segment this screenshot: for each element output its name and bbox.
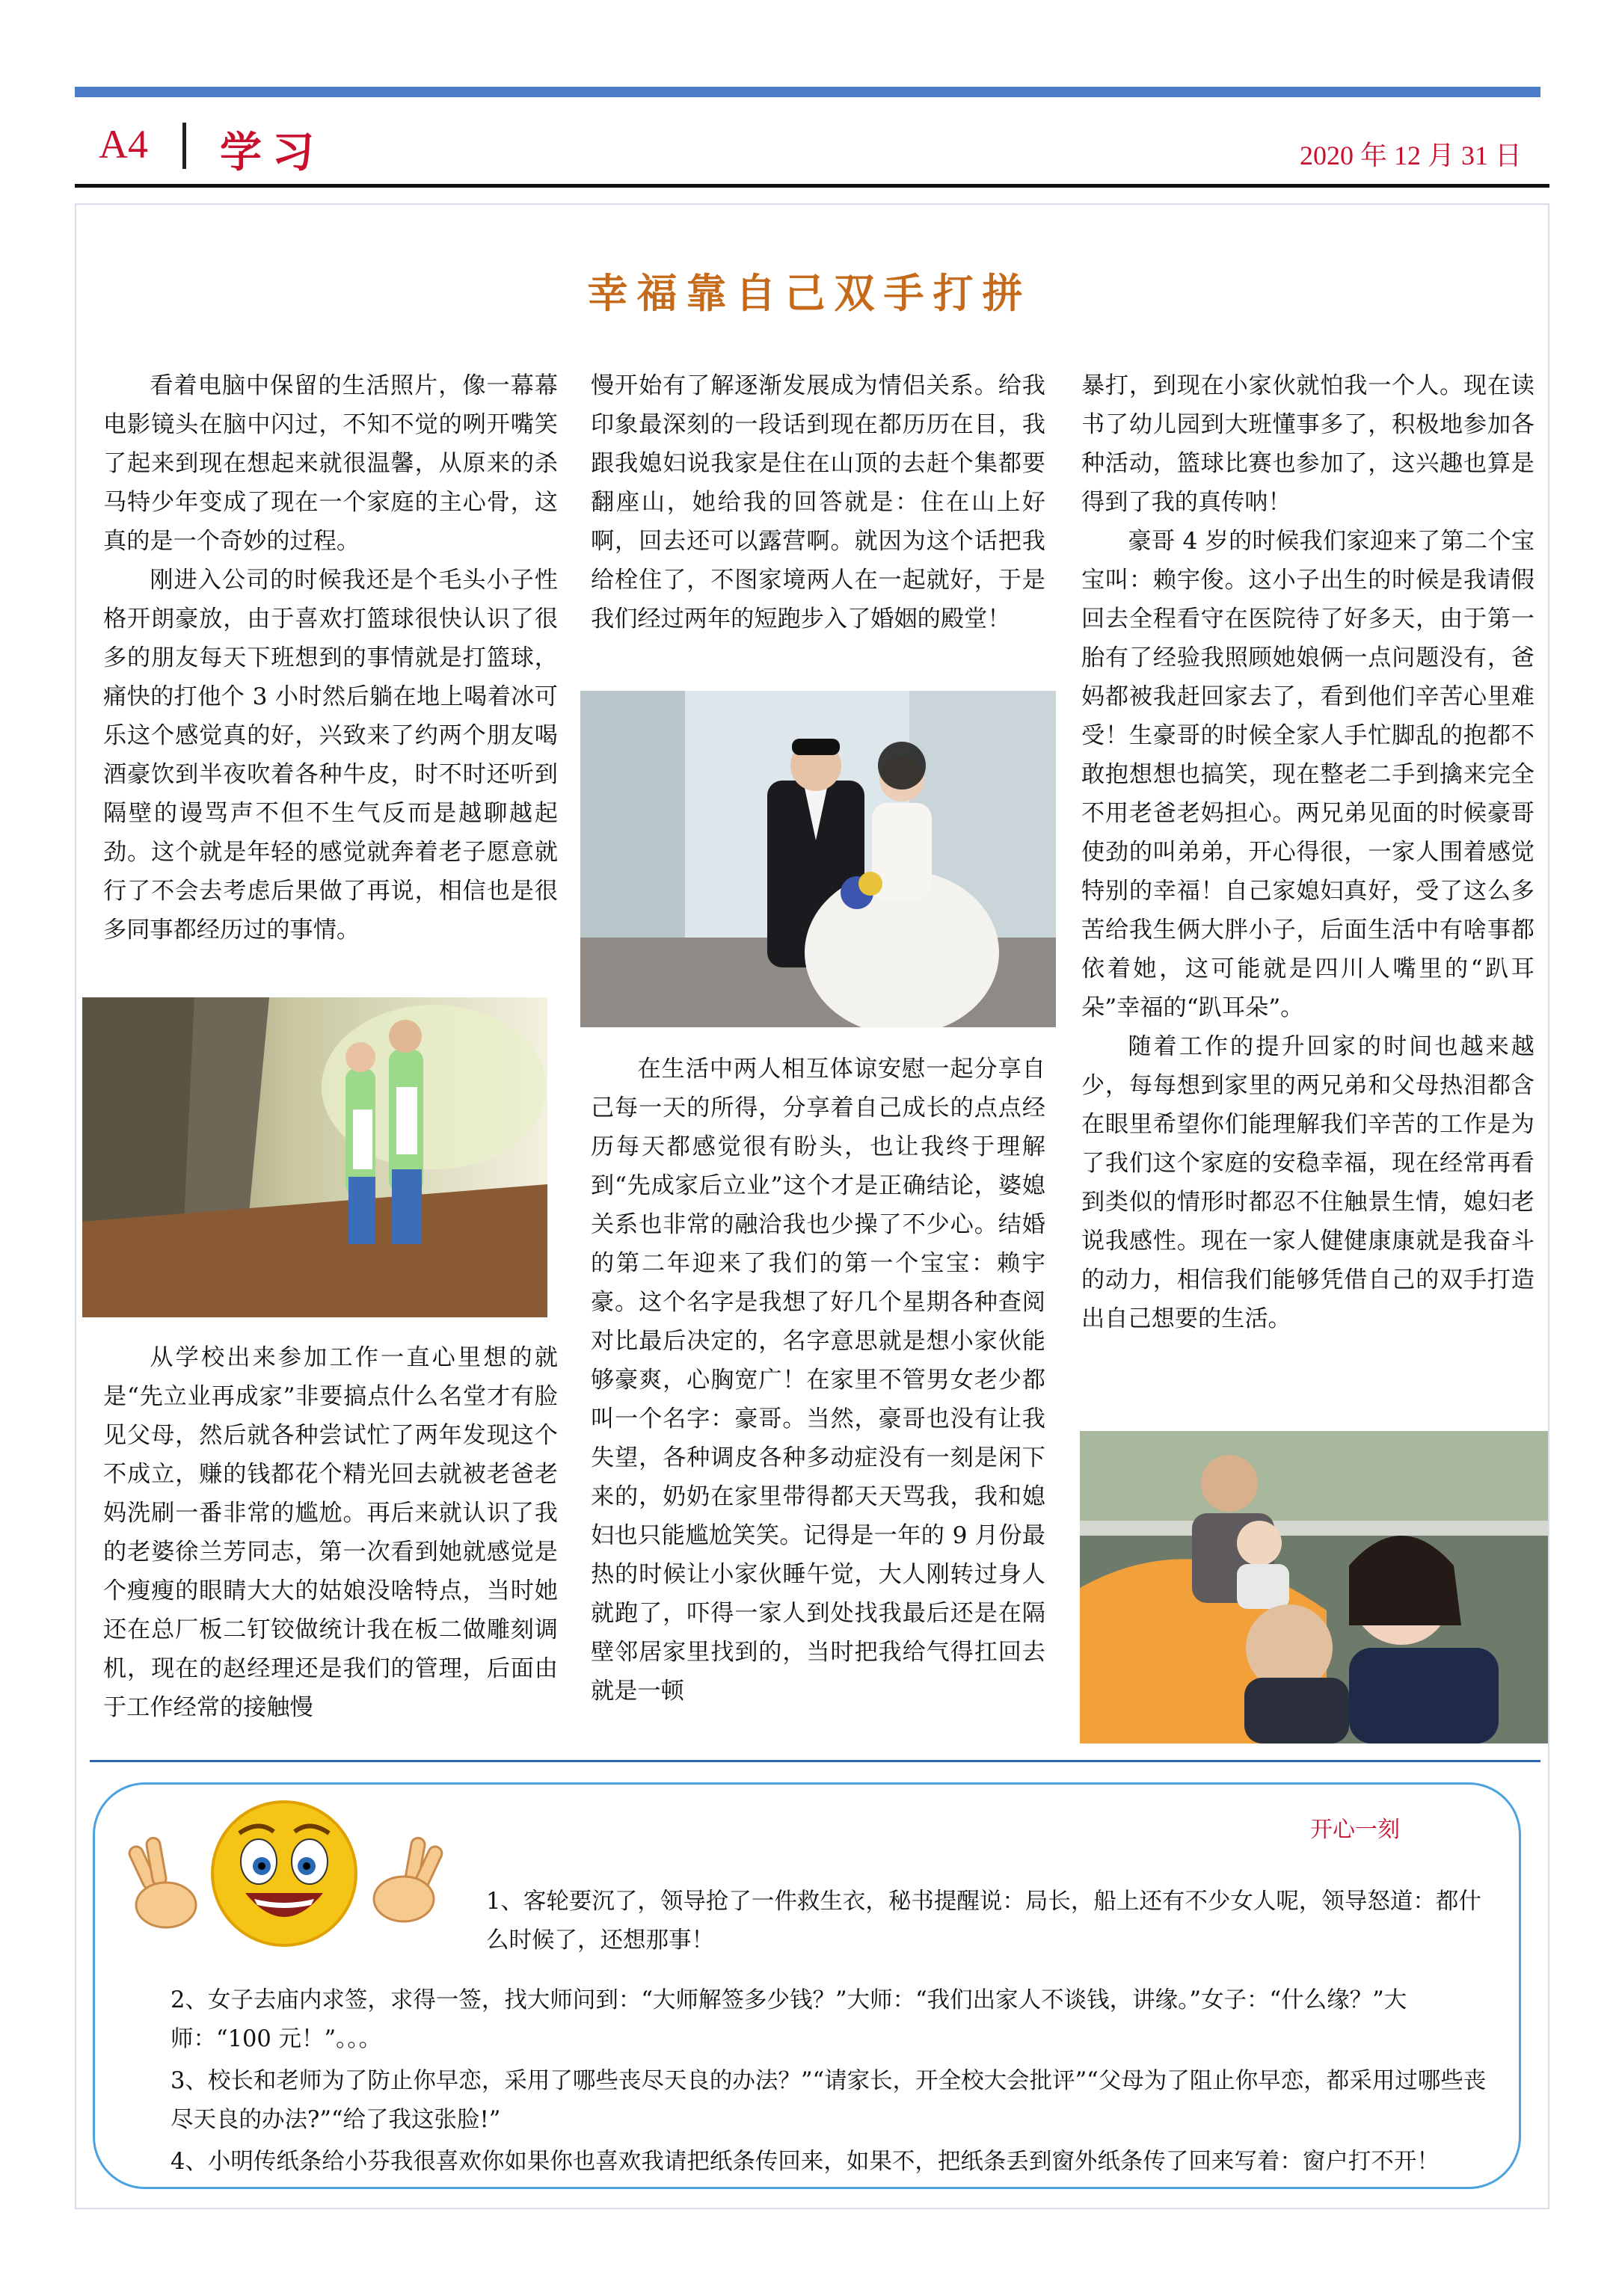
column-3 <box>1081 366 1534 1338</box>
column-2-top <box>591 366 1045 638</box>
header-rule <box>75 184 1549 188</box>
family-photo <box>1080 1431 1548 1743</box>
joke-text: 4、小明传纸条给小芬我很喜欢你如果你也喜欢我请把纸条传回来，如果不，把纸条丢到窗外纸条传了回来写着：窗户打不开！ <box>170 2149 1440 2175</box>
column-1-bottom <box>103 1338 558 1727</box>
paragraph: 豪哥 4 岁的时候我们家迎来了第二个宝宝叫：赖宇俊。这小子出生的时候是我请假回去全程看守在医院待了好多天，由于第一胎有了经验我照顾她娘俩一点问题没有，爸妈都被我赶回家去了，看到他们辛苦心里难受！生豪哥的时候全家人手忙脚乱的抱都不敢抱想想也搞笑，现在整老二手到擒来完全不用老爸老妈担心。两兄弟见面的时候豪哥使劲的叫弟弟，开心得很，一家人围着感觉特别的幸福！自己家媳妇真好，受了这么多苦给我生俩大胖小子，后面生活中有啥事都依着她，这可能就是四川人嘴里的“趴耳朵”幸福的“趴耳朵”。 <box>1081 528 1534 1021</box>
header-separator <box>182 123 186 169</box>
column-2-bottom <box>591 1050 1045 1711</box>
section-title: 学习 <box>220 129 325 177</box>
joke-item-3 <box>170 2062 1487 2140</box>
column-1-top <box>103 366 558 950</box>
issue-date: 2020 年 12 月 31 日 <box>1299 141 1522 170</box>
joke-item-2 <box>170 1981 1487 2059</box>
joke-item-4 <box>170 2143 1487 2182</box>
article-title: 幸福靠自己双手打拼 <box>587 270 1032 317</box>
paragraph: 暴打，到现在小家伙就怕我一个人。现在读书了幼儿园到大班懂事多了，积极地参加各种活动，篮球比赛也参加了，这兴趣也算是得到了我的真传呐！ <box>1081 372 1534 516</box>
joke-text: 1、客轮要沉了，领导抢了一件救生衣，秘书提醒说：局长，船上还有不少女人呢，领导怒道：都什么时候了，还想那事！ <box>486 1889 1481 1954</box>
joke-item-1 <box>486 1883 1488 1960</box>
paragraph: 慢开始有了解逐渐发展成为情侣关系。给我印象最深刻的一段话到现在都历历在目，我跟我媳妇说我家是住在山顶的去赶个集都要翻座山，她给我的回答就是：住在山上好啊，回去还可以露营啊。就因为这个话把我给栓住了，不图家境两人在一起就好，于是我们经过两年的短跑步入了婚姻的殿堂！ <box>591 372 1045 633</box>
paragraph: 随着工作的提升回家的时间也越来越少，每每想到家里的两兄弟和父母热泪都含在眼里希望你们能理解我们辛苦的工作是为了我们这个家庭的安稳幸福，现在经常再看到类似的情形时都忍不住触景生情，媳妇老说我感性。现在一家人健健康康就是我奋斗的动力，相信我们能够凭借自己的双手打造出自己想要的生活。 <box>1081 1033 1534 1332</box>
paragraph: 在生活中两人相互体谅安慰一起分享自己每一天的所得，分享着自己成长的点点经历每天都感觉很有盼头，也让我终于理解到“先成家后立业”这个才是正确结论，婆媳关系也非常的融洽我也少操了不少心。结婚的第二年迎来了我们的第一个宝宝：赖宇豪。这个名字是我想了好几个星期各种查阅对比最后决定的，名字意思就是想小家伙能够豪爽，心胸宽广！在家里不管男女老少都叫一个名字：豪哥。当然，豪哥也没有让我失望，各种调皮各种多动症没有一刻是闲下来的，奶奶在家里带得都天天骂我，我和媳妇也只能尴尬笑笑。记得是一年的 9 月份最热的时候让小家伙睡午觉，大人刚转过身人就跑了，吓得一家人到处找我最后还是在隔壁邻居家里找到的，当时把我给气得扛回去就是一顿 <box>591 1056 1045 1705</box>
joke-text: 2、女子去庙内求签，求得一签，找大师问到：“大师解签多少钱？”大师：“我们出家人不谈钱，讲缘。”女子：“什么缘？”大师：“100 元！”。。。 <box>170 1987 1407 2052</box>
section-number: A4 <box>99 122 148 167</box>
wedding-photo <box>580 691 1056 1027</box>
paragraph: 从学校出来参加工作一直心里想的就是“先立业再成家”非要搞点什么名堂才有脸见父母，然后就各种尝试忙了两年发现这个不成立，赚的钱都花个精光回去就被老爸老妈洗刷一番非常的尴尬。再后来就认识了我的老婆徐兰芳同志，第一次看到她就感觉是个瘦瘦的眼睛大大的姑娘没啥特点，当时她还在总厂板二钉铰做统计我在板二做雕刻调机，现在的赵经理还是我们的管理，后面由于工作经常的接触慢 <box>103 1344 558 1721</box>
couple-walking-photo <box>82 997 547 1317</box>
paragraph: 刚进入公司的时候我还是个毛头小子性格开朗豪放，由于喜欢打篮球很快认识了很多的朋友每天下班想到的事情就是打篮球，痛快的打他个 3 小时然后躺在地上喝着冰可乐这个感觉真的好，兴致来了约两个朋友喝酒豪饮到半夜吹着各种牛皮，时不时还听到隔壁的谩骂声不但不生气反而是越聊越起劲。这个就是年轻的感觉就奔着老子愿意就行了不会去考虑后果做了再说，相信也是很多同事都经历过的事情。 <box>103 567 558 944</box>
joke-text: 3、校长和老师为了防止你早恋，采用了哪些丧尽天良的办法？”“请家长，开全校大会批评”“父母为了阻止你早恋，都采用过哪些丧尽天良的办法?”“给了我这张脸!” <box>170 2068 1487 2133</box>
paragraph: 看着电脑中保留的生活照片，像一幕幕电影镜头在脑中闪过，不知不觉的咧开嘴笑了起来到现在想起来就很温馨，从原来的杀马特少年变成了现在一个家庭的主心骨，这真的是一个奇妙的过程。 <box>103 372 558 555</box>
smiley-emoji-icon <box>120 1794 449 1951</box>
header-top-bar <box>75 87 1540 97</box>
jokes-heading: 开心一刻 <box>1310 1817 1400 1843</box>
section-divider <box>90 1760 1540 1762</box>
